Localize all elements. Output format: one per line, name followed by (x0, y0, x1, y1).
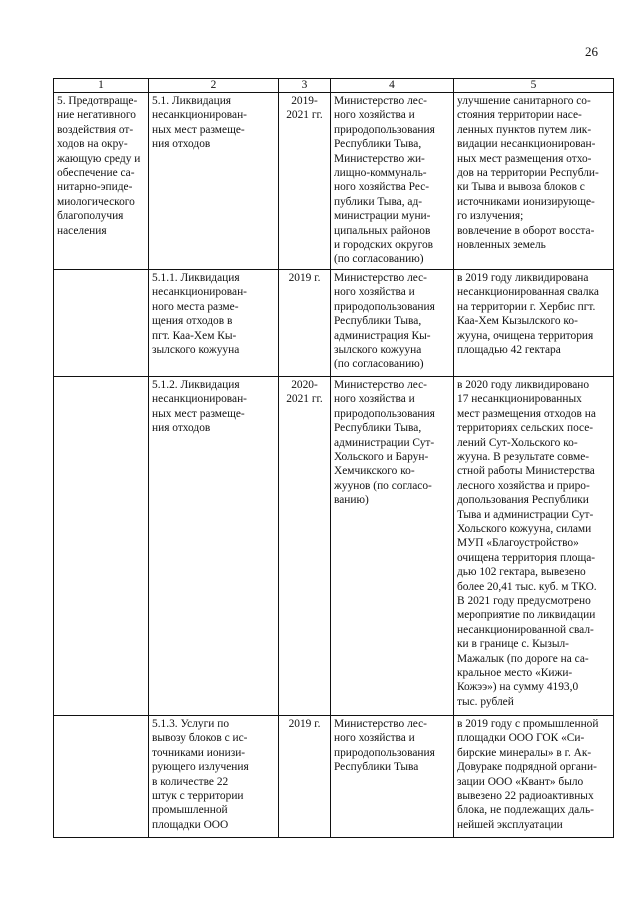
page-number: 26 (585, 44, 598, 59)
measure-cell: 5.1.3. Услуги по вывозу блоков с ис- точниками ионизи- рующего излучения в количестве 22 штук с территории промышленной площадки ООО (149, 715, 279, 837)
measures-table (53, 78, 614, 838)
years-cell: 2019 г. (279, 715, 331, 837)
executors-cell: Министерство лес- ного хозяйства и природопользования Республики Тыва, Министерство жи- лищно-коммуналь- ного хозяйства Рес- публики Тыва, ад- министрации муни- ципальных районов и городских округов (по согласованию) (331, 93, 454, 270)
years-cell: 2019 г. (279, 269, 331, 376)
years-cell: 2020- 2021 гг. (279, 376, 331, 715)
table-row (54, 269, 614, 376)
executors-cell: Министерство лес- ного хозяйства и природопользования Республики Тыва, администрация Кы- зылского кожууна (по согласованию) (331, 269, 454, 376)
table-row (54, 715, 614, 837)
years-cell: 2019- 2021 гг. (279, 93, 331, 270)
table-row (54, 93, 614, 270)
header-col-1: 1 (54, 79, 149, 93)
executors-cell: Министерство лес- ного хозяйства и природопользования Республики Тыва, администрации Сут- Хольского и Барун- Хемчикского ко- жуунов (по согласо- ванию) (331, 376, 454, 715)
measure-cell: 5.1.1. Ликвидация несанкционирован- ного места разме- щения отходов в пгт. Каа-Хем Кы- зылского кожууна (149, 269, 279, 376)
header-col-4: 4 (331, 79, 454, 93)
header-col-5: 5 (454, 79, 614, 93)
measure-cell: 5.1.2. Ликвидация несанкционирован- ных мест размеще- ния отходов (149, 376, 279, 715)
result-cell: улучшение санитарного со- стояния территории насе- ленных пунктов путем лик- видации несанкционирован- ных мест размещения отхо- дов на территории Республи- ки Тыва и вывоза блоков с источниками ионизирующе- го излучения; вовлечение в оборот восста- новленных земель (454, 93, 614, 270)
executors-cell: Министерство лес- ного хозяйства и природопользования Республики Тыва (331, 715, 454, 837)
table-header-row (54, 79, 614, 93)
measure-cell: 5.1. Ликвидация несанкционирован- ных мест размеще- ния отходов (149, 93, 279, 270)
goal-cell: 5. Предотвраще- ние негативного воздействия от- ходов на окру- жающую среду и обеспечение са- нитарно-эпиде- миологического благополучия населения (54, 93, 149, 270)
table-row (54, 376, 614, 715)
result-cell: в 2019 году ликвидирована несанкционированная свалка на территории г. Хербис пгт. Каа-Хем Кызылского ко- жууна, очищена территория площадью 42 гектара (454, 269, 614, 376)
result-cell: в 2020 году ликвидировано 17 несанкционированных мест размещения отходов на территориях сельских посе- лений Сут-Хольского ко- жууна. В результате совме- стной работы Министерства лесного хозяйства и приро- допользования Республики Тыва и администрации Сут- Хольского кожууна, силами МУП «Благоустройство» очищена территория площа- дью 102 гектара, вывезено более 20,41 тыс. куб. м ТКО. В 2021 году предусмотрено мероприятие по ликвидации несанкционированной свал- ки в границе с. Кызыл- Мажалык (по дороге на са- кральное место «Кижи- Кожээ») на сумму 4193,0 тыс. рублей (454, 376, 614, 715)
header-col-3: 3 (279, 79, 331, 93)
goal-cell-continued (54, 376, 149, 715)
goal-cell-continued (54, 269, 149, 376)
header-col-2: 2 (149, 79, 279, 93)
goal-cell-continued (54, 715, 149, 837)
result-cell: в 2019 году с промышленной площадки ООО ГОК «Си- бирские минералы» в г. Ак- Довураке подрядной органи- зации ООО «Квант» было вывезено 22 радиоактивных блока, не подлежащих даль- нейшей эксплуатации (454, 715, 614, 837)
